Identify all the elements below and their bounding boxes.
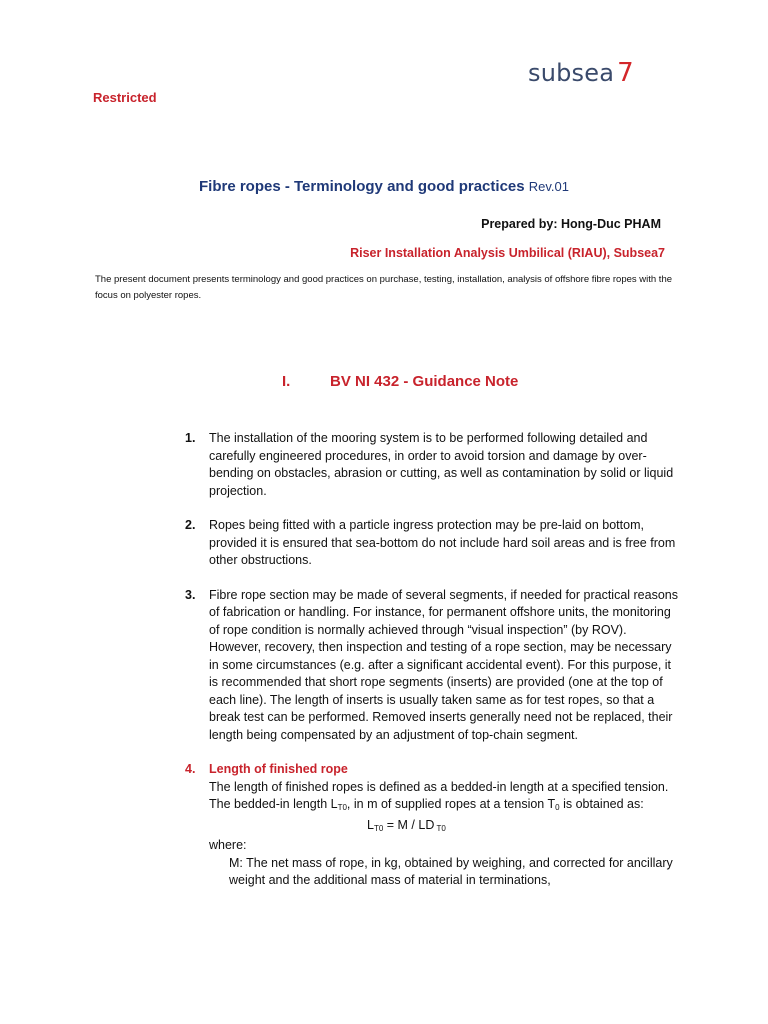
bedded-in-length-sentence [209, 796, 680, 817]
section-number: I. [282, 373, 291, 390]
subsea7-logo [528, 58, 634, 92]
list-item [185, 430, 680, 500]
list-item-number: 1. [185, 431, 196, 445]
list-item-text: Fibre rope section may be made of several segments, if needed for practical reasons of fabrication or handling. For instance, for permanent offshore units, the monitoring of rope condition is normally achieved through “visual inspection” (by ROV). However, recovery, then inspection and testing of a rope section, may be necessary in some circumstances (e.g. after a significant accidental event). For this purpose, it is recommended that short rope segments (inserts) are provided (one at the top of each line). The length of inserts is usually taken same as for test ropes, so that a break test can be performed. Removed inserts generally need not be replaced, their length being compensated by an adjustment of top-chain segment. [209, 587, 678, 742]
logo-wordmark: subsea [528, 59, 615, 87]
subscript: 0 [555, 803, 560, 812]
prepared-by: Prepared by: Hong-Duc PHAM [481, 217, 661, 231]
subscript: T0 [373, 823, 384, 833]
sentence-part: The bedded-in length L [209, 797, 338, 811]
list-item-text: Ropes being fitted with a particle ingress protection may be pre-laid on bottom, provided it is ensured that sea-bottom do not include hard soil areas and is free from other obstructions. [209, 518, 676, 567]
document-title-main: Fibre ropes - Terminology and good practices [198, 178, 525, 195]
organisation-line: Riser Installation Analysis Umbilical (RIAU), Subsea7 [350, 246, 665, 260]
list-item [185, 517, 680, 570]
list-item-number: 4. [185, 762, 196, 776]
classification-label: Restricted [93, 90, 157, 105]
definition-paragraph: The length of finished ropes is defined as a bedded-in length at a specified tension. [209, 779, 669, 794]
guidance-list [185, 430, 680, 907]
list-item-heading: Length of finished rope [209, 762, 348, 776]
list-item-length-of-finished-rope [185, 761, 680, 890]
formula-part: = M / LD [383, 817, 435, 832]
intro-paragraph: The present document presents terminology and good practices on purchase, testing, installation, analysis of offshore fibre ropes with the focus on polyester ropes. [95, 274, 673, 301]
revision-label: Rev.01 [528, 179, 569, 194]
mass-definition: M: The net mass of rope, in kg, obtained by weighing, and corrected for ancillary weight and the additional mass of material in terminations, [229, 855, 673, 887]
formula-part: L [367, 817, 374, 832]
sentence-part: is obtained as: [559, 797, 644, 811]
list-item-number: 2. [185, 518, 196, 532]
document-title [0, 178, 768, 195]
section-title: BV NI 432 - Guidance Note [330, 373, 519, 390]
where-label: where: [209, 838, 247, 852]
length-formula [209, 817, 680, 838]
subscript: T0 [337, 803, 347, 812]
logo-numeral: 7 [617, 58, 634, 88]
sentence-part: , in m of supplied ropes at a tension T [346, 797, 556, 811]
list-item-text: The installation of the mooring system is to be performed following detailed and carefully engineered procedures, in order to avoid torsion and damage by over-bending on obstacles, abrasion or cutting, as well as contamination by solid or liquid projection. [209, 431, 674, 498]
list-item-number: 3. [185, 587, 196, 602]
subscript: T0 [434, 823, 446, 833]
list-item [185, 587, 680, 745]
